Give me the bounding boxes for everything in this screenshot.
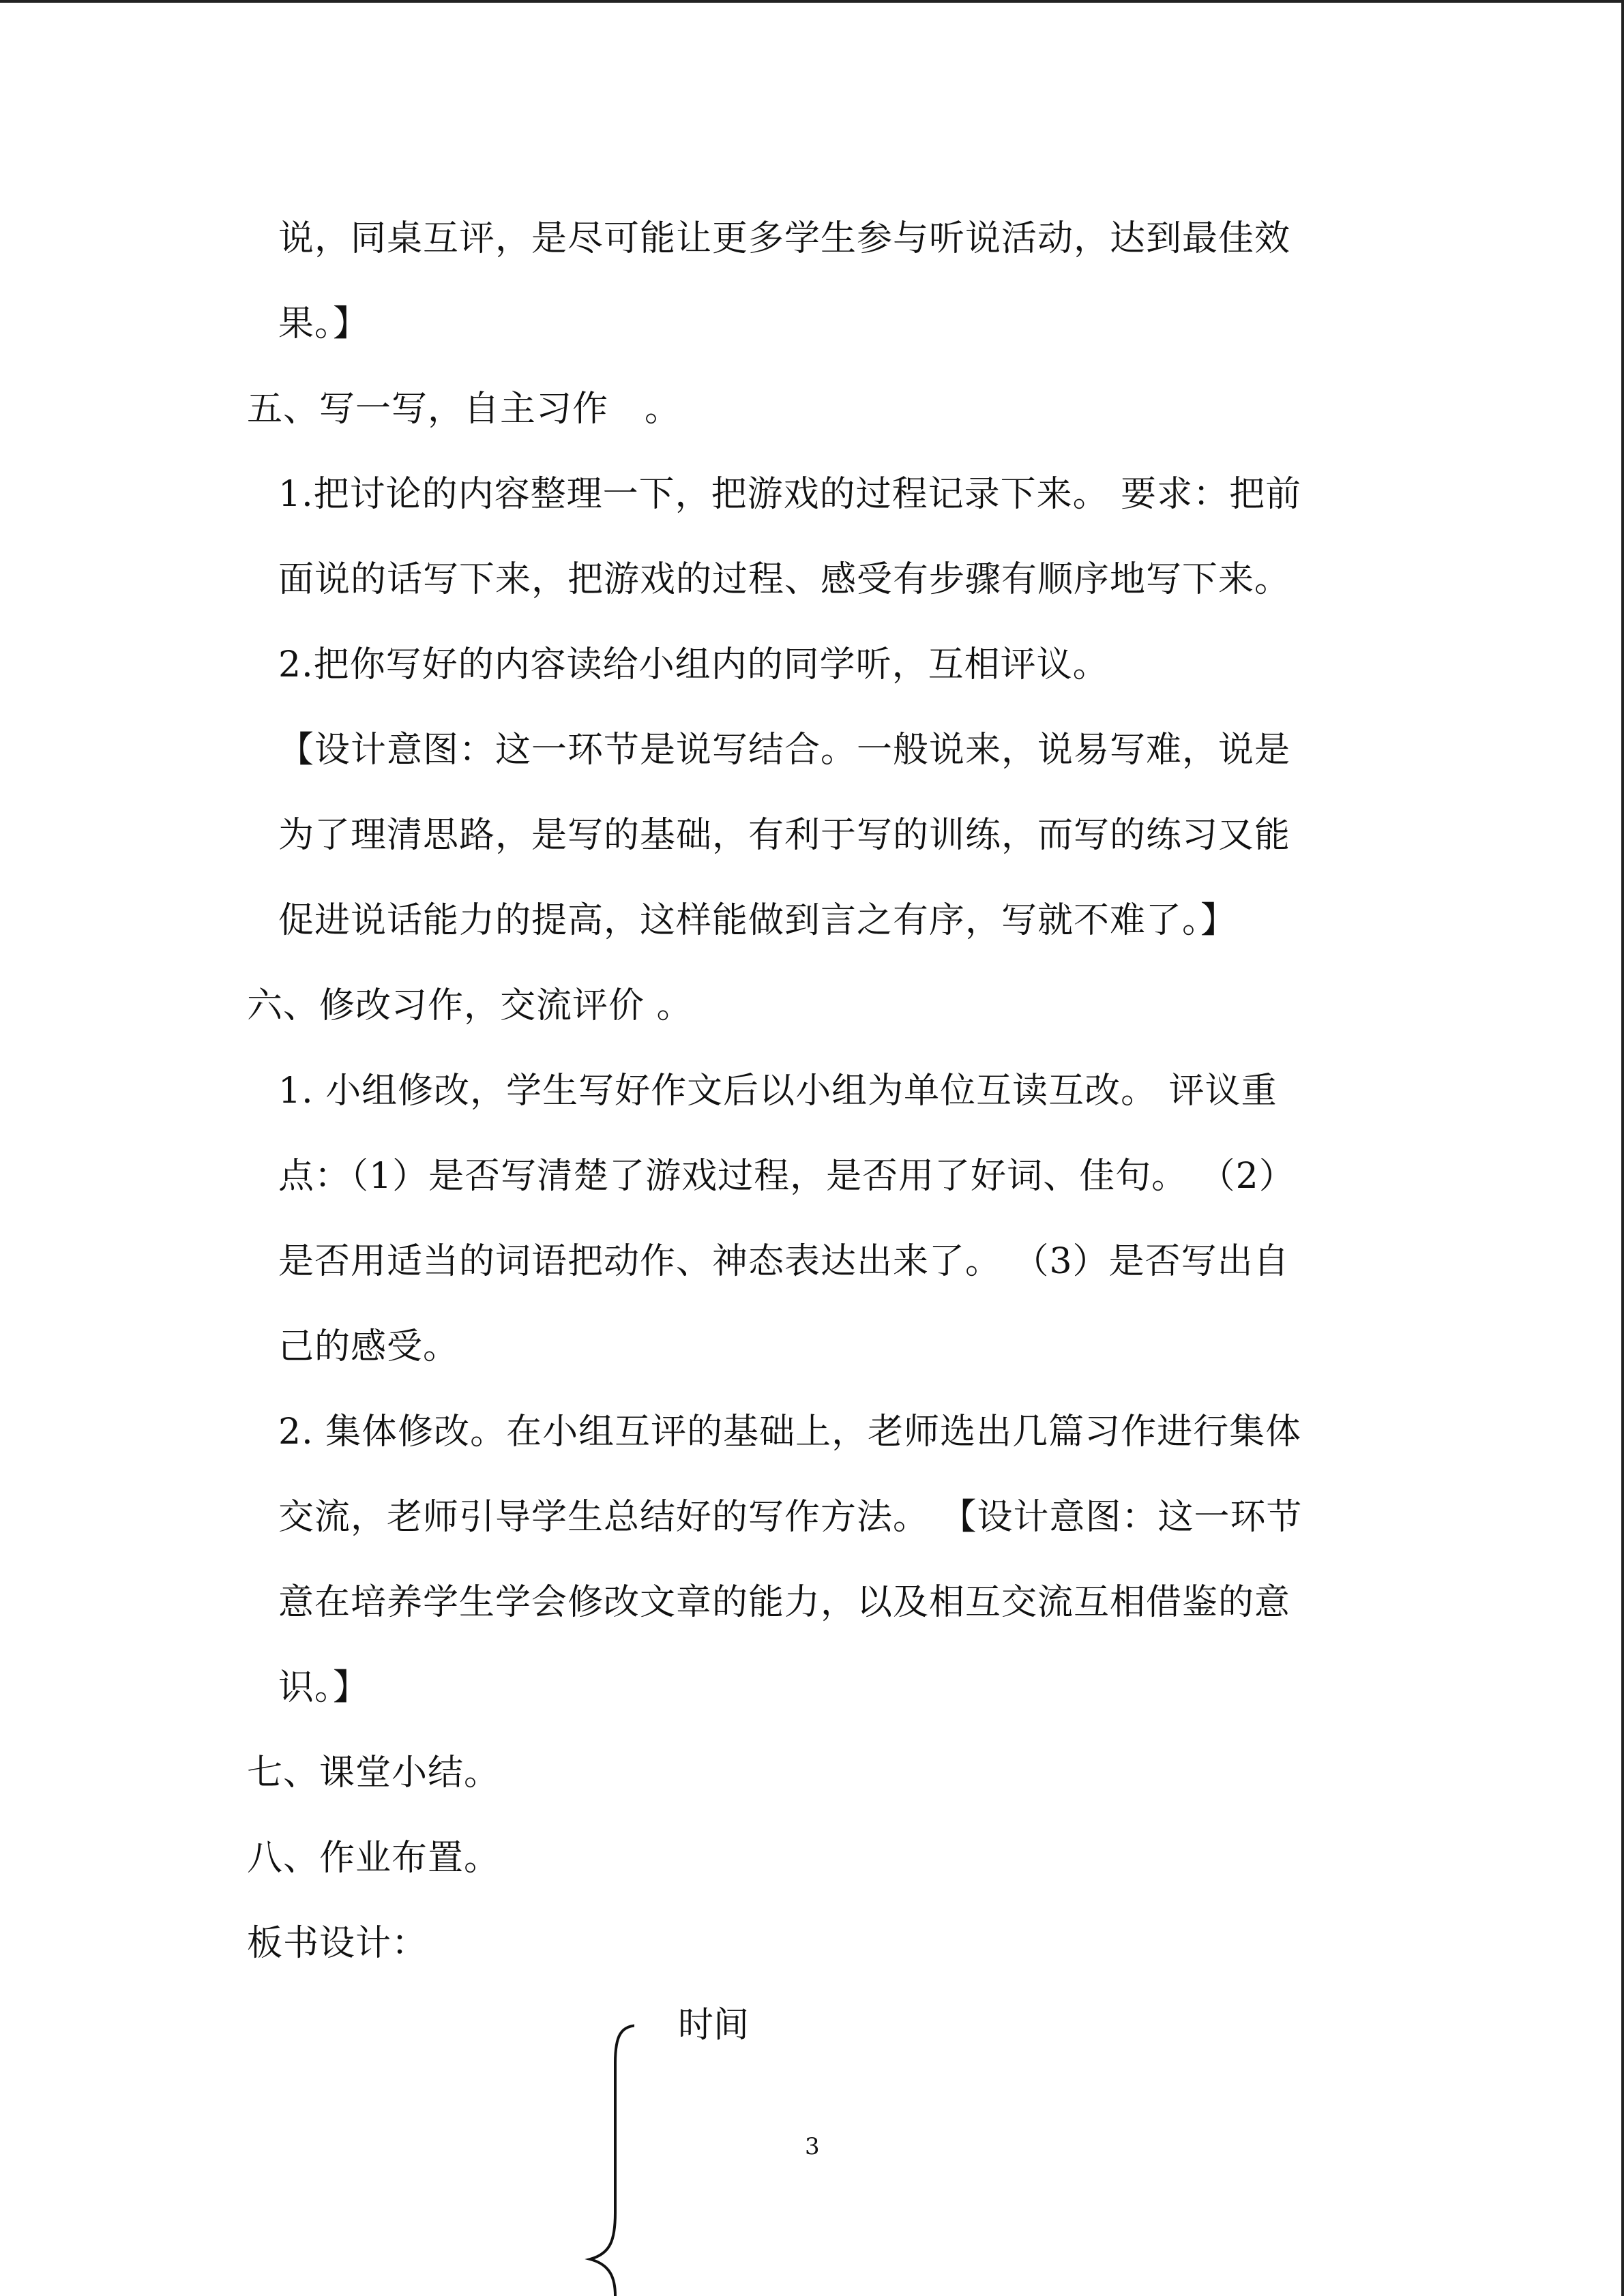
section-heading-7: 七、课堂小结。 <box>247 1753 501 1793</box>
text-line: 点：（1）是否写清楚了游戏过程，是否用了好词、佳句。 （2） <box>278 1156 1295 1197</box>
text-line: 面说的话写下来，把游戏的过程、感受有步骤有顺序地写下来。 <box>278 559 1291 600</box>
text-line: 识。】 <box>278 1667 370 1708</box>
text-line: 果。】 <box>278 303 370 344</box>
page-top-border <box>0 0 1624 3</box>
text-line: 1. 小组修改，学生写好作文后以小组为单位互读互改。 评议重 <box>278 1071 1278 1112</box>
text-line: 【设计意图：这一环节是说写结合。一般说来，说易写难，说是 <box>278 730 1291 771</box>
section-heading-6: 六、修改习作，交流评价 。 <box>247 985 693 1026</box>
text-line: 2.把你写好的内容读给小组内的同学听，互相评议。 <box>278 644 1109 685</box>
text-line: 是否用适当的词语把动作、神态表达出来了。 （3）是否写出自 <box>278 1241 1290 1282</box>
text-line: 说，同桌互评，是尽可能让更多学生参与听说活动，达到最佳效 <box>278 218 1291 259</box>
text-line: 交流，老师引导学生总结好的写作方法。 【设计意图：这一环节 <box>278 1497 1303 1538</box>
page-right-border <box>1621 0 1624 2296</box>
page-number: 3 <box>805 2133 820 2160</box>
text-line: 1.把讨论的内容整理一下，把游戏的过程记录下来。 要求：把前 <box>278 474 1302 515</box>
section-heading-8: 八、作业布置。 <box>247 1838 501 1879</box>
text-line: 为了理清思路，是写的基础，有利于写的训练，而写的练习又能 <box>278 815 1291 856</box>
diagram-label-time: 时间 <box>678 2005 750 2046</box>
curly-brace-icon <box>580 2008 634 2296</box>
text-line: 己的感受。 <box>278 1326 460 1367</box>
text-line: 意在培养学生学会修改文章的能力，以及相互交流互相借鉴的意 <box>278 1582 1291 1623</box>
board-design-heading: 板书设计： <box>247 1923 428 1964</box>
text-line: 促进说话能力的提高，这样能做到言之有序，写就不难了。】 <box>278 900 1237 941</box>
section-heading-5: 五、写一写，自主习作 。 <box>247 389 681 430</box>
text-line: 2. 集体修改。在小组互评的基础上，老师选出几篇习作进行集体 <box>278 1412 1302 1452</box>
